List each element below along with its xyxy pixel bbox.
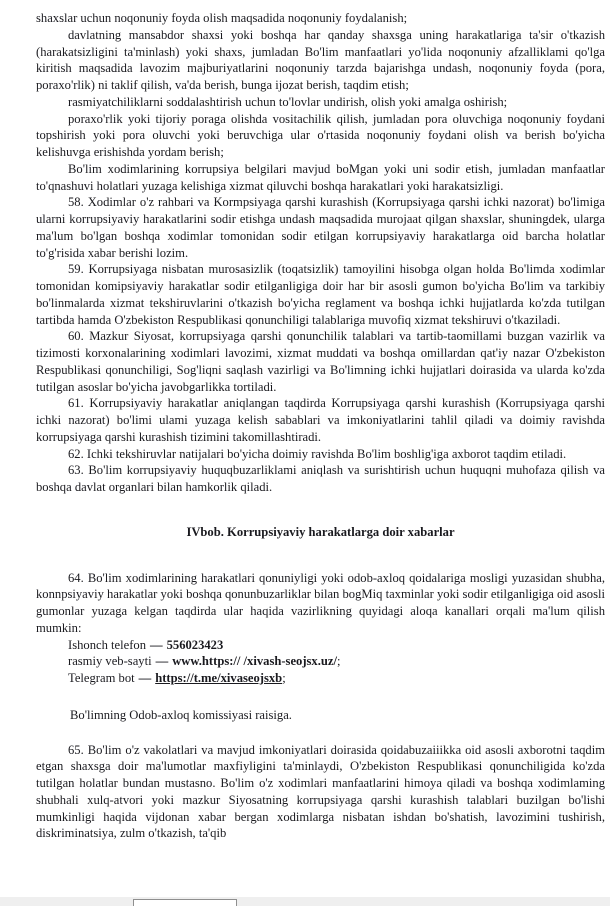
contact-line-phone xyxy=(36,637,605,654)
em-dash: — xyxy=(150,637,163,652)
paragraph-59: 59. Korrupsiyaga nisbatan murosasizlik (toqatsizlik) tamoyilini hisobga olgan holda Bo'limda xodimlar tomonidan komipsiyaviy harakatlar sodir etilganligiga doir har bir asosli gumon bo'yicha Bo'lim va tarkibiy bo'linmalarda xizmat tekshiruvlarini o'tkazish bo'yicha reglament va boshqa ichki hujjatlarda ko'zda tutilgan tartibda hamda O'zbekiston Respublikasi qonunchiligi talablariga muvofiq xizmat tekshiruvi o'tkaziladi. xyxy=(36,262,605,327)
paragraph-64: 64. Bo'lim xodimlarining harakatlari qonuniyligi yoki odob-axloq qoidalariga mosligi yuzasidan shubha, konnpsiyaviy harakatlar yoki boshqa qonunbuzarliklar bilan bogMiq taxminlar yoki sodir etilganligiga oid asosli gumonlar yuzaga kelgan taqdirda ular haqida vazirlikning quyidagi aloqa kanallari orqali ma'lum qilish mumkin: xyxy=(36,570,605,635)
contact-line-telegram xyxy=(36,670,605,687)
paragraph-63: 63. Bo'lim korrupsiyaviy huquqbuzarliklami aniqlash va surishtirish uchun huquqni muhofaza qilish va boshqa davlat organlari bilan hamkorlik qiladi. xyxy=(36,463,605,494)
website-url: www.https:// /xivash-seojsx.uz/ xyxy=(172,654,337,669)
paragraph-62: 62. Ichki tekshiruvlar natijalari bo'yicha doimiy ravishda Bo'lim boshlig'iga axborot taqdim etiladi. xyxy=(68,446,567,461)
paragraph-57-item-conflict: Bo'lim xodimlarining korrupsiya belgilari mavjud boMgan yoki uni sodir etish, jumladan manfaatlar to'qnashuvi holatlari yuzaga kelishiga xizmat qiluvchi boshqa harakatlari yoki harakatsizligi. xyxy=(36,161,605,193)
em-dash: — xyxy=(138,671,152,685)
contact-suffix: ; xyxy=(336,654,341,669)
paragraph-61: 61. Korrupsiyaviy harakatlar aniqlangan taqdirda Korrupsiyaga qarshi kurashish (Korrupsiyaga qarshi ichki nazorat) bo'limi ulami yuzaga kelish sabablari va imkoniyatlarini tahlil qiladi va doimiy ravishda korrupsiyaga qarshi kurashish tizimini takomillashtiradi. xyxy=(36,396,605,444)
paragraph-57-item-mediation: poraxo'rlik yoki tijoriy poraga olishda vositachilik qilish, jumladan pora oluvchiga noqonuniy foydani topshirish yoki pora oluvchi yoki beruvchiga ular o'rtasida noqonuniy foydani olish va berish bo'yicha kelishuvga erishishda yordam berish; xyxy=(36,111,605,159)
section-heading-chapter-4: IVbob. Korrupsiyaviy harakatlarga doir xabarlar xyxy=(186,524,455,539)
phone-number-value: 556023423 xyxy=(166,637,224,652)
contact-label: Telegram bot xyxy=(68,671,135,685)
paragraph-65: 65. Bo'lim o'z vakolatlari va mavjud imkoniyatlari doirasida qoidabuzaiiikka oid asosli axborotni taqdim etgan shaxsga doir ma'lumotlar maxfiyligini ta'minlaydi, O'zbekiston Respublikasi qonunchiligida ko'zda tutilgan holatlar bundan mustasno. Bo'lim o'z xodimlari manfaatlarini himoya qiladi va boshqa xodimlaming shubhali xulq-atvori yoki mazkur Siyosatning korrupsiyaga qarshi kurashish talablari buzilgan bo'lishi mumkinligi haqida vijdonan xabar bergan xodimlarga nisbatan ishdan bo'shatish, lavozimini tushirish, diskriminatsiya, zulm o'tkazish, ta'qib xyxy=(36,742,605,841)
paragraph-57-continuation: shaxslar uchun noqonuniy foyda olish maqsadida noqonuniy foydalanish; xyxy=(36,11,408,25)
telegram-bot-link[interactable]: https://t.me/xivaseojsxb xyxy=(155,671,283,685)
paragraph-58: 58. Xodimlar o'z rahbari va Kormpsiyaga qarshi kurashish (Korrupsiyaga qarshi ichki nazorat) bo'limiga ularni korrupsiyaviy harakatlarini sodir etishga undash maqsadida murojaat qilgan shaxslar, shuningdek, ularga ma'lum bo'lgan boshqa xodimlar tomonidan sodir etilgan korrupsiyaviy harakatlarga oid barcha holatlar to'g'risida xabar berishi lozim. xyxy=(36,195,605,260)
em-dash: — xyxy=(155,654,169,669)
contact-label: rasmiy veb-sayti xyxy=(68,654,152,669)
page-bottom-strip xyxy=(0,897,610,906)
partial-cutoff-box xyxy=(133,899,237,906)
paragraph-60: 60. Mazkur Siyosat, korrupsiyaga qarshi qonunchilik talablari va tartib-taomillami buzgan vazirlik va tizimosti korxonalarining xodimlari lavozimi, xizmat muddati va boshqa omillardan qat'iy nazar O'zbekiston Respublikasi qonunchiligi, Sog'liqni saqlash vazirligi va Bo'limning ichki hujjatlari doirasida va ularda ko'zda tutilgan asoslar bo'yicha javobgarlikka tortiladi. xyxy=(36,329,605,394)
contact-label: Ishonch telefon xyxy=(68,637,146,652)
contact-line-website xyxy=(36,653,605,670)
contact-suffix: ; xyxy=(282,671,286,685)
commission-line: Bo'limning Odob-axloq komissiyasi raisiga. xyxy=(70,707,292,722)
paragraph-57-item-payments: rasmiyatchiliklarni soddalashtirish uchun to'lovlar undirish, olish yoki amalga oshirish; xyxy=(68,94,508,109)
paragraph-57-item-influence: davlatning mansabdor shaxsi yoki boshqa har qanday shaxsga uning harakatlariga ta'sir o'tkazish (harakatsizligini ta'minlash) yoki shaxs, jumladan Bo'lim manfaatlari yo'lida noqonuniy afzalliklami qo'lga kiritish maqsadida lavozim majburiyatlarini noqonuniy tarzda bajarishga undash, noqonuniy foyda (pora, poraxo'rlik) ni taklif qilish, va'da berish, bunga ijozat berish, taqdim etish; xyxy=(36,27,605,92)
